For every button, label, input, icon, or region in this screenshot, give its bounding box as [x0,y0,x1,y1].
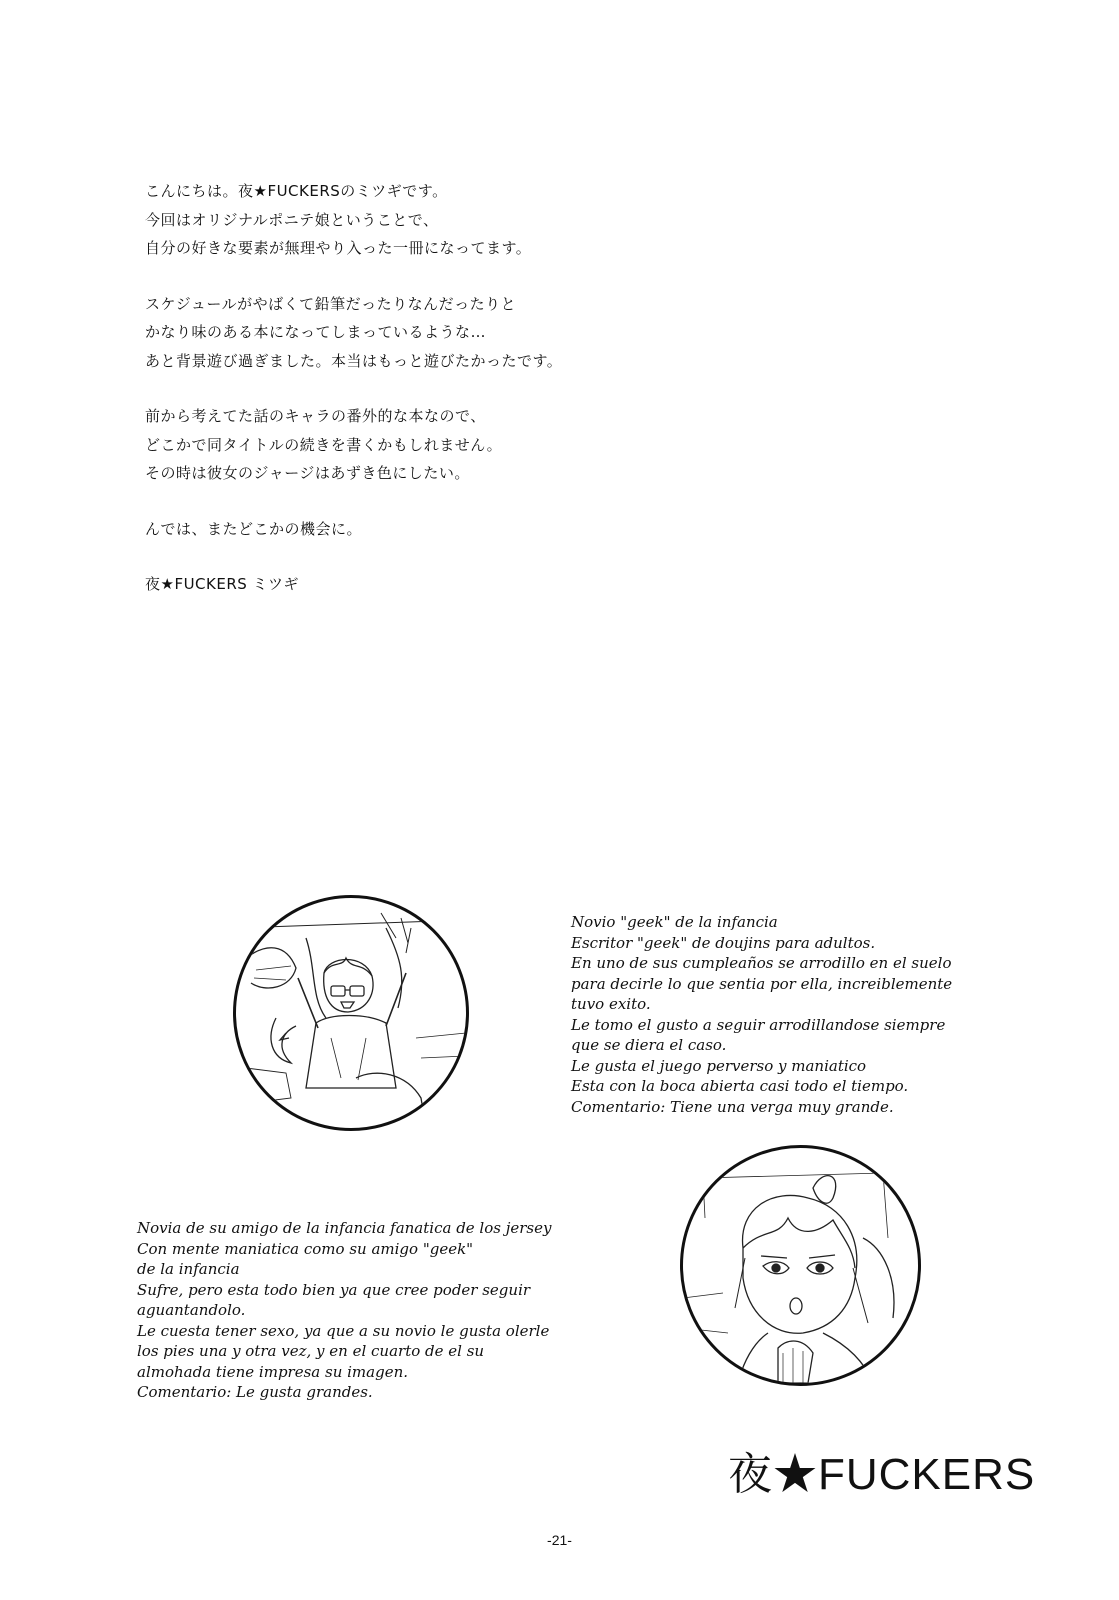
description-line: Sufre, pero esta todo bien ya que cree poder seguir [137,1280,531,1299]
afterword-line: かなり味のある本になってしまっているような… [145,323,487,341]
afterword-line: どこかで同タイトルの続きを書くかもしれません。 [145,435,503,454]
description-line: En uno de sus cumpleaños se arrodillo en el suelo [571,954,952,972]
afterword-paragraph [145,402,905,488]
boy-portrait-illustration [233,895,469,1131]
description-line: Le gusta el juego perverso y maniatico [571,1056,867,1075]
description-line: Novia de su amigo de la infancia fanatica de los jersey [137,1219,552,1237]
afterword-line: んでは、またどこかの機会に。 [145,519,363,538]
afterword [145,177,905,599]
page-number: -21- [547,1532,572,1548]
description-line: los pies una y otra vez, y en el cuarto de el su [137,1342,485,1360]
description-line: Escritor "geek" de doujins para adultos. [571,933,876,952]
description-line: aguantandolo. [137,1301,246,1319]
afterword-paragraph [145,177,905,263]
afterword-paragraph [145,515,905,544]
description-line: Esta con la boca abierta casi todo el tiempo. [571,1077,909,1095]
girl-character-description [137,1218,551,1403]
description-line: almohada tiene impresa su imagen. [137,1362,408,1381]
boy-character-description [571,912,952,1117]
afterword-line: 今回はオリジナルポニテ娘ということで、 [145,210,439,229]
description-line: tuvo exito. [571,995,651,1013]
description-line: que se diera el caso. [571,1036,727,1054]
afterword-line: 自分の好きな要素が無理やり入った一冊になってます。 [145,239,532,257]
afterword-line: 前から考えてた話のキャラの番外的な本なので、 [145,407,486,425]
afterword-line: こんにちは。夜★FUCKERSのミツギです。 [145,182,448,200]
description-line: Comentario: Le gusta grandes. [137,1383,373,1401]
circle-logo: 夜★FUCKERS [728,1450,1036,1499]
afterword-line: その時は彼女のジャージはあずき色にしたい。 [145,464,470,482]
description-line: Novio "geek" de la infancia [571,913,778,931]
description-line: de la infancia [137,1260,240,1278]
girl-portrait-illustration [680,1145,921,1386]
afterword-line: スケジュールがやばくて鉛筆だったりなんだったりと [145,294,517,313]
description-line: Le tomo el gusto a seguir arrodillandose siempre [571,1015,946,1034]
description-line: Le cuesta tener sexo, ya que a su novio le gusta olerle [137,1321,550,1340]
afterword-signature: 夜★FUCKERS ミツギ [145,575,300,593]
afterword-paragraph [145,290,905,376]
description-line: Con mente maniatica como su amigo "geek" [137,1239,474,1258]
description-line: Comentario: Tiene una verga muy grande. [571,1097,894,1116]
description-line: para decirle lo que sentia por ella, increiblemente [571,974,953,993]
afterword-line: あと背景遊び過ぎました。本当はもっと遊びたかったです。 [145,351,563,370]
